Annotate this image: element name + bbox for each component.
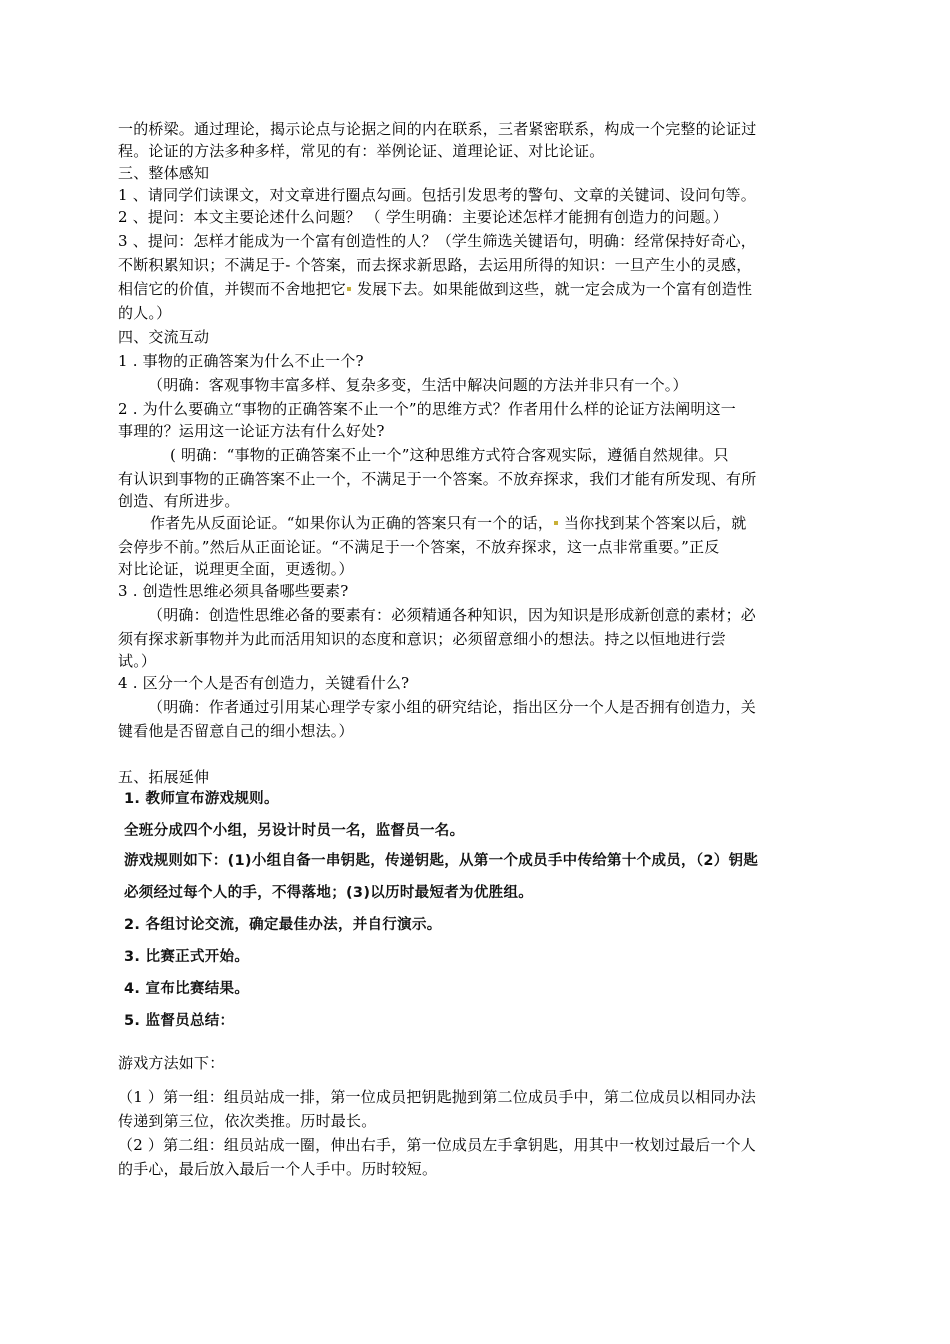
paragraph-line: 的人。） <box>118 304 172 322</box>
paragraph-line: 须有探求新事物并为此而活用知识的态度和意识；必须留意细小的想法。持之以恒地进行尝 <box>118 630 727 648</box>
game-step: 1. 教师宣布游戏规则。 <box>124 791 279 807</box>
question: 2 . 为什么要确立“事物的正确答案不止一个”的思维方式？作者用什么样的论证方法阐明这一 <box>118 400 736 418</box>
answer: （明确：客观事物丰富多样、复杂多变，生活中解决问题的方法并非只有一个。） <box>148 376 688 394</box>
answer: （明确：创造性思维必备的要素有：必须精通各种知识，因为知识是形成新创意的素材；必 <box>148 606 757 624</box>
question: 4 . 区分一个人是否有创造力，关键看什么? <box>118 674 410 692</box>
list-item: 1 、请同学们读课文，对文章进行圈点勾画。包括引发思考的警句、文章的关键词、设问句等。 <box>118 186 756 204</box>
paragraph-line: 程。论证的方法多种多样，常见的有：举例论证、道理论证、对比论证。 <box>118 142 605 160</box>
game-step: 5. 监督员总结： <box>124 1013 235 1029</box>
game-rules: 游戏规则如下：(1)小组自备一串钥匙，传递钥匙，从第一个成员手中传给第十个成员，（2）钥匙 <box>124 853 759 869</box>
paragraph-line: 试。） <box>118 652 157 670</box>
question: 1 . 事物的正确答案为什么不止一个? <box>118 352 364 370</box>
paragraph-line: 创造、有所进步。 <box>118 492 240 510</box>
game-groups: 全班分成四个小组，另设计时员一名，监督员一名。 <box>124 823 465 839</box>
method-item: （1 ）第一组：组员站成一排，第一位成员把钥匙抛到第二位成员手中，第二位成员以相同办法 <box>118 1088 756 1106</box>
game-step: 3. 比赛正式开始。 <box>124 949 250 965</box>
list-item: 2 、提问：本文主要论述什么问题？ （ 学生明确：主要论述怎样才能拥有创造力的问题。） <box>118 208 728 226</box>
section-heading-5: 五、拓展延伸 <box>118 768 210 786</box>
paragraph-line: 传递到第三位，依次类推。历时最长。 <box>118 1112 377 1130</box>
paragraph-line: 不断积累知识；不满足于- 个答案，而去探求新思路，去运用所得的知识：一旦产生小的灵感， <box>118 256 752 274</box>
paragraph-line: 键看他是否留意自己的细小想法。） <box>118 722 354 740</box>
text-span: 相信它的价值，并锲而不舍地把它 <box>118 280 347 298</box>
paragraph-line: 一的桥梁。通过理论，揭示论点与论据之间的内在联系，三者紧密联系，构成一个完整的论证过 <box>118 120 757 138</box>
game-rules: 必须经过每个人的手，不得落地；(3)以历时最短者为优胜组。 <box>124 885 534 901</box>
game-step: 2. 各组讨论交流，确定最佳办法，并自行演示。 <box>124 917 442 933</box>
paragraph-line <box>150 512 746 534</box>
highlight-mark <box>347 287 351 291</box>
question: 3 . 创造性思维必须具备哪些要素? <box>118 582 349 600</box>
text-span: 当你找到某个答案以后，就 <box>559 514 747 532</box>
paragraph-line: 事理的？运用这一论证方法有什么好处? <box>118 422 385 440</box>
list-item: 3 、提问：怎样才能成为一个富有创造性的人？（学生筛选关键语句，明确：经常保持好奇心， <box>118 232 756 250</box>
text-span: 作者先从反面论证。“如果你认为正确的答案只有一个的话， <box>150 514 554 532</box>
paragraph-line: 有认识到事物的正确答案不止一个，不满足于一个答案。不放弃探求，我们才能有所发现、有所 <box>118 470 757 488</box>
paragraph-line: 对比论证，说理更全面，更透彻。） <box>118 560 354 578</box>
answer: （明确：作者通过引用某心理学专家小组的研究结论，指出区分一个人是否拥有创造力，关 <box>148 698 757 716</box>
paragraph-line: 的手心，最后放入最后一个人手中。历时较短。 <box>118 1160 438 1178</box>
highlight-mark <box>554 521 558 525</box>
game-step: 4. 宣布比赛结果。 <box>124 981 250 997</box>
answer: ( 明确：“事物的正确答案不止一个”这种思维方式符合客观实际，遵循自然规律。只 <box>170 446 729 464</box>
section-heading-3: 三、整体感知 <box>118 164 210 182</box>
text-span: 发展下去。如果能做到这些，就一定会成为一个富有创造性 <box>352 280 753 298</box>
paragraph-line <box>118 278 752 300</box>
methods-heading: 游戏方法如下： <box>118 1054 225 1072</box>
paragraph-line: 会停步不前。”然后从正面论证。“不满足于一个答案，不放弃探求，这一点非常重要。”正反 <box>118 538 720 556</box>
section-heading-4: 四、交流互动 <box>118 328 210 346</box>
method-item: （2 ）第二组：组员站成一圈，伸出右手，第一位成员左手拿钥匙，用其中一枚划过最后一个人 <box>118 1136 756 1154</box>
